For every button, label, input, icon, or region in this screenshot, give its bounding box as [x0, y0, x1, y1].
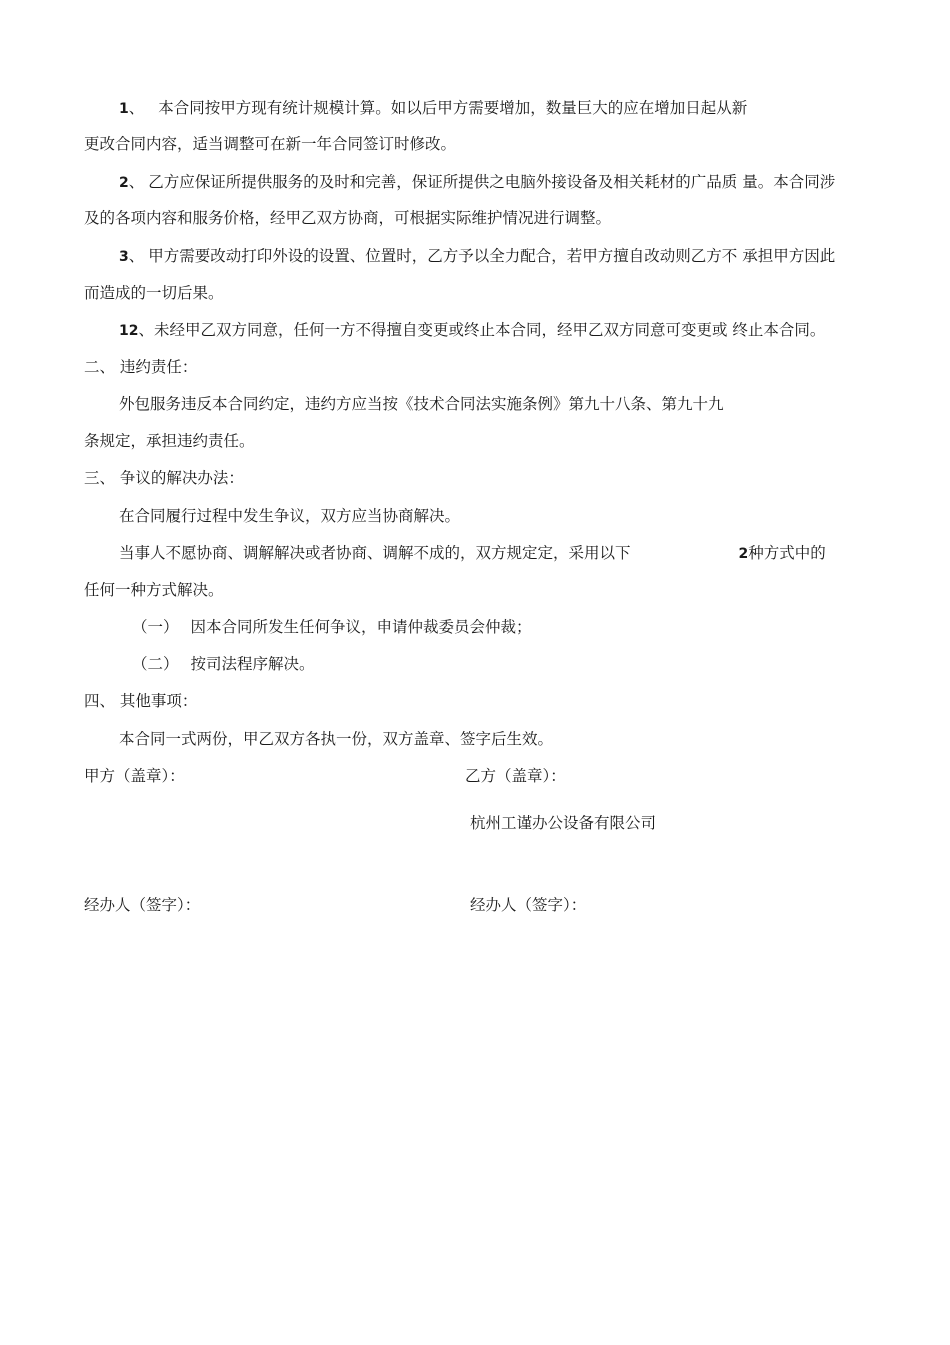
party-a-seal-label: 甲方（盖章）： — [84, 767, 185, 785]
option-2 — [132, 653, 315, 675]
clause-2-line-1 — [119, 171, 835, 193]
clause-12-number: 12 — [119, 323, 139, 339]
clause-2-line-2 — [84, 207, 611, 229]
option-1-text: 因本合同所发生任何争议，申请仲裁委员会仲裁； — [190, 618, 532, 636]
option-2-text: 按司法程序解决。 — [190, 655, 315, 673]
clause-1-separator: 、 — [128, 99, 145, 117]
option-2-label: （二） — [132, 655, 179, 673]
clause-1-text: 本合同按甲方现有统计规模计算。如以后甲方需要增加，数量巨大的应在增加日起从新 — [158, 99, 748, 117]
clause-3-number: 3 — [119, 249, 129, 265]
clause-3-text: 甲方需要改动打印外设的设置、位置时，乙方予以全力配合，若甲方擅自改动则乙方不 承担甲方因此 — [148, 247, 836, 265]
clause-3-line-2 — [84, 282, 224, 304]
clause-1-number: 1 — [119, 101, 129, 117]
section-3-para-2-line-2: 任何一种方式解决。 — [84, 581, 224, 599]
clause-3-separator: 、 — [128, 247, 145, 265]
clause-1-continuation: 更改合同内容，适当调整可在新一年合同签订时修改。 — [84, 135, 457, 153]
party-b-agent-label: 经办人（签字）： — [470, 896, 587, 914]
clause-3-line-1 — [119, 245, 835, 267]
section-4-para-1: 本合同一式两份，甲乙双方各执一份，双方盖章、签字后生效。 — [119, 730, 554, 748]
clause-2-continuation: 及的各项内容和服务价格，经甲乙双方协商，可根据实际维护情况进行调整。 — [84, 209, 612, 227]
section-3-para-2-tail: 种方式中的 — [748, 544, 826, 562]
section-3-heading: 三、 争议的解决办法： — [84, 469, 244, 487]
party-b-seal-label: 乙方（盖章）： — [465, 767, 566, 785]
section-2-heading: 二、 违约责任： — [84, 358, 198, 376]
clause-1-line-1 — [119, 97, 747, 119]
clause-2-number: 2 — [119, 175, 129, 191]
party-a-agent-label: 经办人（签字）： — [84, 896, 201, 914]
clause-2-text: 乙方应保证所提供服务的及时和完善，保证所提供之电脑外接设备及相关耗材的广品质 量。本合同涉 — [148, 173, 836, 191]
clause-2-separator: 、 — [128, 173, 145, 191]
clause-12-line — [119, 319, 825, 341]
clause-12-text: 、未经甲乙双方同意，任何一方不得擅自变更或终止本合同，经甲乙双方同意可变更或 终止本合同。 — [138, 321, 826, 339]
clause-1-line-2 — [84, 133, 456, 155]
section-4-heading: 四、 其他事项： — [84, 692, 198, 710]
section-3-para-1: 在合同履行过程中发生争议，双方应当协商解决。 — [119, 507, 461, 525]
section-3-para-2-text: 当事人不愿协商、调解解决或者协商、调解不成的，双方规定定，采用以下 — [119, 544, 631, 562]
section-2-para-line-2: 条规定，承担违约责任。 — [84, 432, 255, 450]
party-b-company-name: 杭州工谨办公设备有限公司 — [470, 814, 657, 832]
option-1 — [132, 616, 532, 638]
section-2-para-line-1: 外包服务违反本合同约定，违约方应当按《技术合同法实施条例》第九十八条、第九十九 — [119, 395, 724, 413]
clause-3-continuation: 而造成的一切后果。 — [84, 284, 224, 302]
section-3-method-count: 2 — [738, 546, 749, 562]
section-3-para-2-line-1 — [119, 542, 826, 564]
option-1-label: （一） — [132, 618, 179, 636]
